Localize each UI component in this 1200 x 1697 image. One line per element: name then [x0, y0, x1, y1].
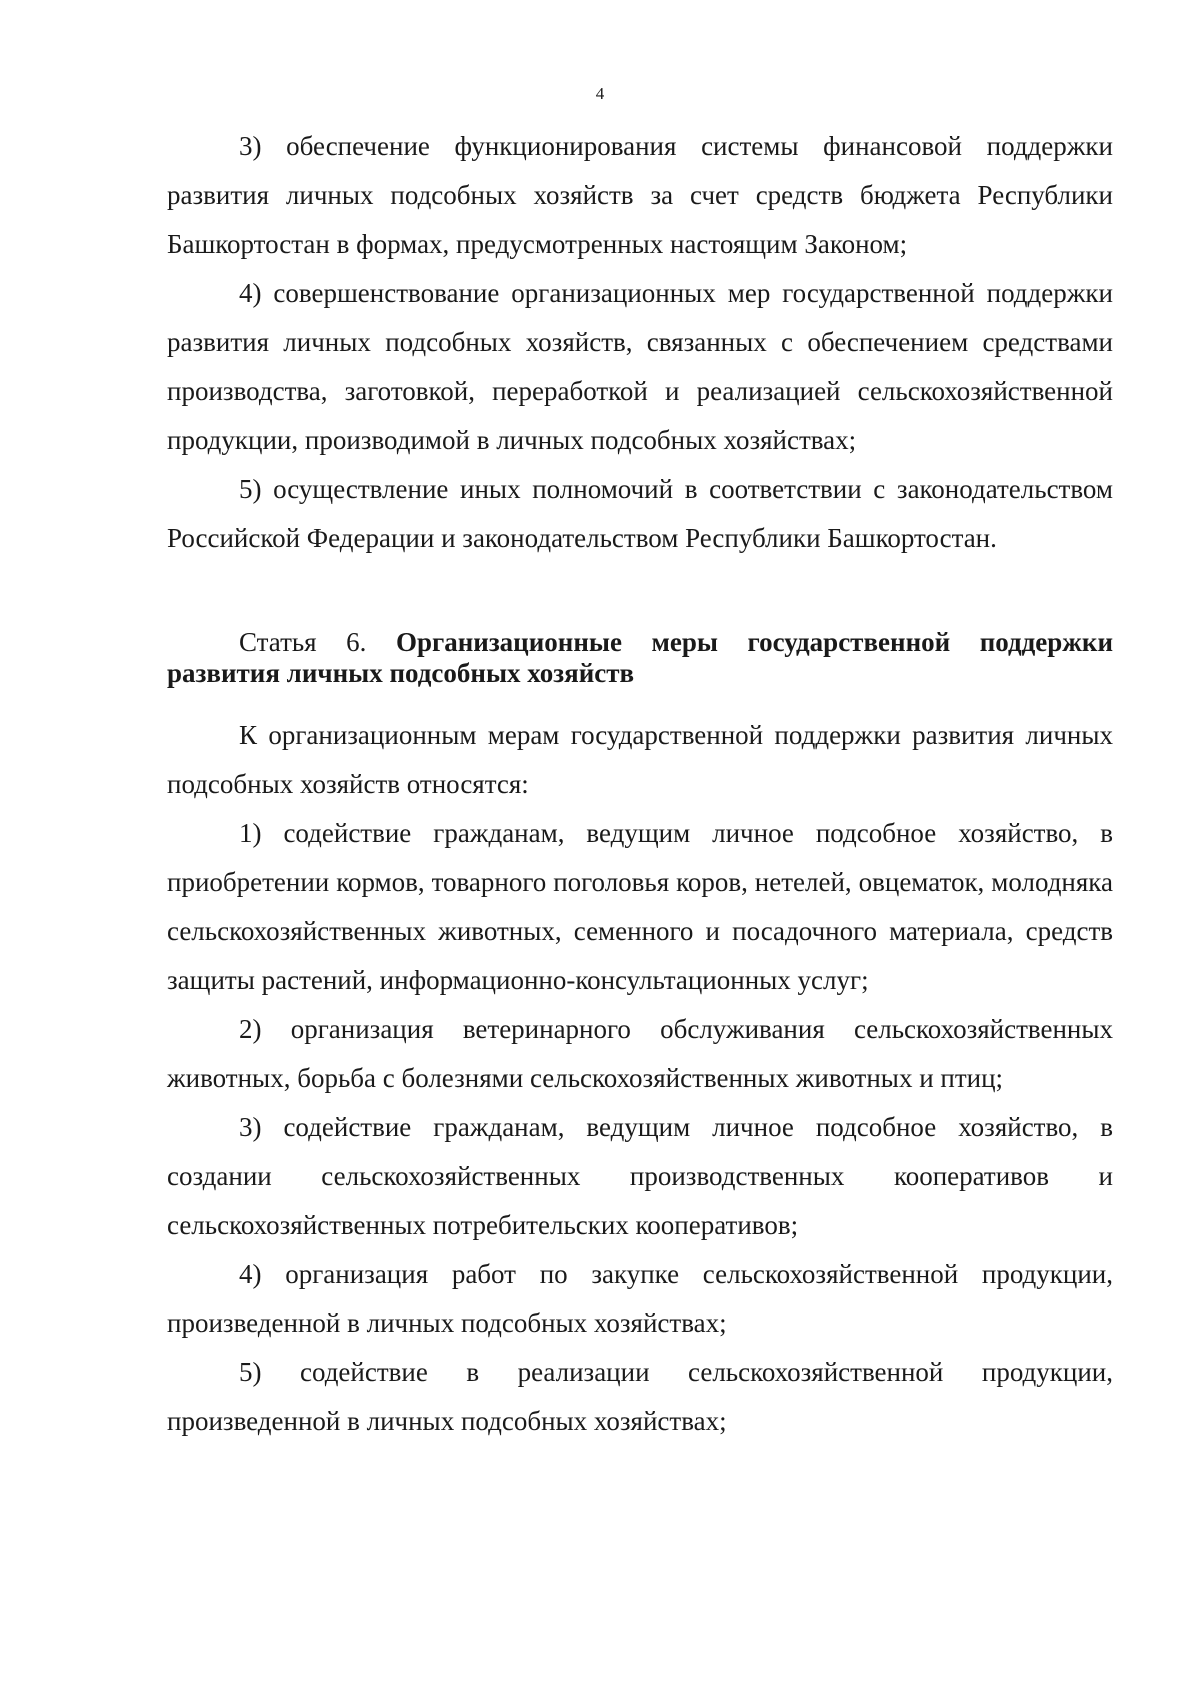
list-item: 5) содействие в реализации сельскохозяйственной продукции, произведенной в личных подсобных хозяйствах;	[167, 1357, 1113, 1436]
page-number: 4	[595, 84, 605, 103]
list-item: 4) совершенствование организационных мер государственной поддержки развития личных подсобных хозяйств, связанных с обеспечением средствами производства, заготовкой, переработкой и реализацией сельскохозяйственной продукции, производимой в личных подсобных хозяйствах;	[167, 278, 1113, 455]
list-item: 5) осуществление иных полномочий в соответствии с законодательством Российской Федерации и законодательством Республики Башкортостан.	[167, 474, 1113, 553]
list-item: 3) обеспечение функционирования системы финансовой поддержки развития личных подсобных хозяйств за счет средств бюджета Республики Башкортостан в формах, предусмотренных настоящим Законом;	[167, 131, 1113, 259]
article-intro: К организационным мерам государственной поддержки развития личных подсобных хозяйств относятся:	[167, 720, 1113, 799]
article-heading	[167, 627, 1113, 689]
list-item: 2) организация ветеринарного обслуживания сельскохозяйственных животных, борьба с болезнями сельскохозяйственных животных и птиц;	[167, 1014, 1113, 1093]
list-item: 4) организация работ по закупке сельскохозяйственной продукции, произведенной в личных подсобных хозяйствах;	[167, 1259, 1113, 1338]
list-item: 1) содействие гражданам, ведущим личное подсобное хозяйство, в приобретении кормов, товарного поголовья коров, нетелей, овцематок, молодняка сельскохозяйственных животных, семенного и посадочного материала, средств защиты растений, информационно-консультационных услуг;	[167, 818, 1113, 995]
list-item: 3) содействие гражданам, ведущим личное подсобное хозяйство, в создании сельскохозяйственных производственных кооперативов и сельскохозяйственных потребительских кооперативов;	[167, 1112, 1113, 1240]
article-title: Организационные меры государственной поддержки развития личных подсобных хозяйств	[167, 627, 1114, 688]
document-body	[167, 122, 1113, 1446]
article-prefix: Статья 6.	[239, 627, 367, 657]
